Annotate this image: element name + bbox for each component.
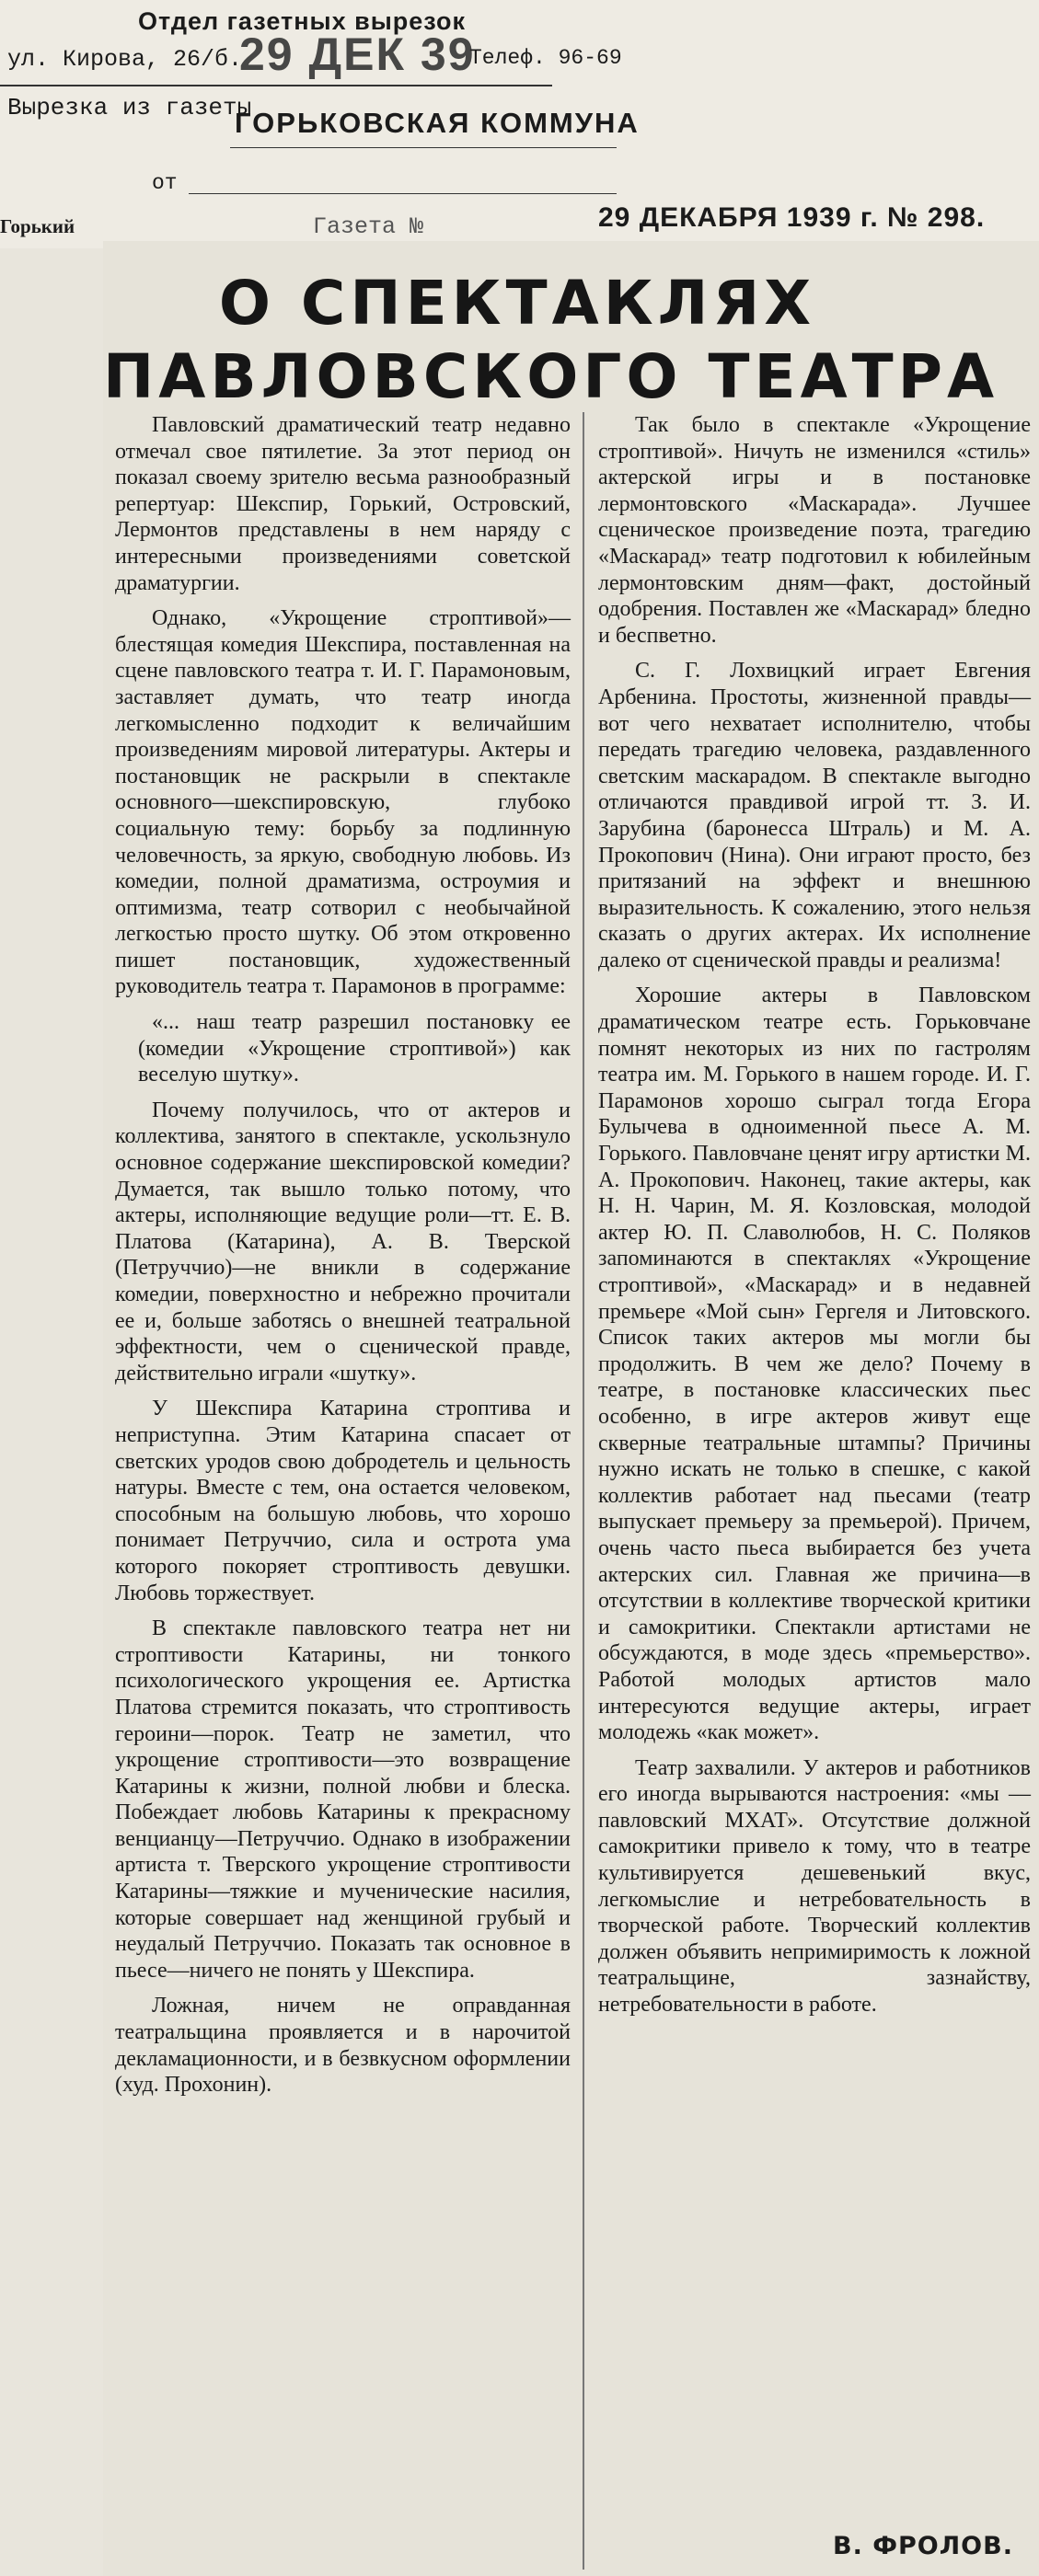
article-column-right [598,412,1031,2028]
gazeta-number-label: Газета № [313,213,424,240]
paragraph: Хорошие актеры в Павловском драматическом театре есть. Горьковчане помнят некоторых из них по гастролям театра им. М. Горького в нашем городе. И. Г. Парамонов хорошо сыграл тогда Егора Булычева в одноименной пьесе А. М. Горького. Павловчане ценят игру артистки М. А. Прокопович. Наконец, такие актеры, как Н. Н. Чарин, М. Я. Козловская, молодой актер Ю. П. Славолюбов, Н. С. Поляков запоминаются в спектаклях «Укрощение строптивой», «Маскарад» и в недавней премьере «Мой сын» Гергеля и Литовского. Список таких актеров мы могли бы продолжить. В чем же дело? Почему в театре, в постановке классических пьес особенно, в игре актеров живут еще скверные театральные штампы? Причины нужно искать не только в спешке, с какой коллектив работает над пьесами (театр выпускает премьеру за премьерой). Причем, очень часто пьеса выбирается без учета актерских сил. Главная же причина—в отсутствии в коллективе творческой критики и самокритики. Спектакли артистами не обсуждаются, в моде здесь «премьерство». Работой молодых артистов мало интересуются ведущие актеры, играет молодежь «как может». [598,983,1031,1745]
from-underline [189,193,617,194]
title-line-2: ПАВЛОВСКОГО ТЕАТРА [103,341,999,412]
paragraph: У Шекспира Катарина строптива и неприступна. Этим Катарина спасает от светских уродов свою добродетель и цельность натуры. Вместе с тем, она остается человеком, способным на большую любовь, что хорошо понимает Петруччио, сила и острота ума которого покоряет строптивость девушки. Любовь торжествует. [115,1397,571,1605]
bureau-department-label: Отдел газетных вырезок [138,7,467,35]
paragraph: Ложная, ничем не оправданная театральщина проявляется и в нарочитой декламационности, и в безвкусном оформлении (худ. Прохонин). [115,1994,571,2098]
paragraph: Так было в спектакле «Укрощение строптивой». Ничуть не изменился «стиль» актерской игры и в постановке лермонтовского «Маскарада». Лучшее сценическое произведение поэта, трагедию «Маскарад» театр подготовил к юбилейным лермонтовским дням—факт, достойный одобрения. Поставлен же «Маскарад» бледно и беспветно. [598,413,1031,648]
header-divider [0,85,552,86]
article-title [103,267,999,414]
clipping-header [0,0,1039,248]
author-signature: В. ФРОЛОВ. [833,2532,1013,2560]
newspaper-name: ГОРЬКОВСКАЯ КОММУНА [235,107,640,139]
paragraph: Павловский драматический театр недавно отмечал свое пятилетие. За этот период он показал своему зрителю весьма разнообразный репертуар: Шекспир, Горький, Островский, Лермонтов представлены в нем наряду с интересными произведениями советской драматургии. [115,413,571,595]
clipping-source-label: Вырезка из газеты [7,94,252,121]
newspaper-underline [230,147,617,148]
date-stamp: 29 ДЕК 39 [239,29,476,80]
paragraph: Однако, «Укрощение строптивой»—блестящая комедия Шекспира, поставленная на сцене павловского театра т. И. Г. Парамоновым, заставляет думать, что театр иногда легкомысленно подходит к величайшим произведениям мировой литературы. Актеры и постановщик не раскрыли в спектакле основного—шекспировскую, глубоко социальную тему: борьбу за подлинную человечность, за яркую, свободную любовь. Из комедии, полной драматизма, остроумия и оптимизма, театр сотворил с необычайной легкостью просто шутку. Об этом откровенно пишет постановщик, художественный руководитель театра т. Парамонов в программе: [115,606,571,999]
from-label: от [152,171,178,195]
bureau-address: ул. Кирова, 26/б. [7,46,243,73]
article-column-left [115,412,571,2108]
paragraph: В спектакле павловского театра нет ни строптивости Катарины, ни тонкого психологического укрощения ее. Артистка Платова стремится показать, что строптивость героини—порок. Театр не заметил, что укрощение строптивости—это возвращение Катарины к жизни, полной любви и блеска. Побеждает любовь Катарины к прекрасному венцианцу—Петруччио. Однако в изображении артиста т. Тверского укрощение строптивости Катарины—тяжкие и мученические насилия, которые совершает над женщиной грубый и неудалый Петруччио. Показать так основное в пьесе—ничего не понять у Шекспира. [115,1616,571,1983]
column-divider [583,412,584,2570]
paragraph: Почему получилось, что от актеров и коллектива, занятого в спектакле, ускользнуло основное содержание шекспировской комедии? Думается, так вышло только потому, что актеры, исполняющие ведущие роли—тт. Е. В. Платова (Катарина), А. В. Тверской (Петруччио)—не вникли в содержание комедии, поверхностно и небрежно прочитали ее и, больше заботясь о внешней театральной эффектности, чем о сценической правде, действительно играли «шутку». [115,1098,571,1386]
paragraph: Театр захвалили. У актеров и работников его иногда вырываются настроения: «мы — павловский МХАТ». Отсутствие должной самокритики привело к тому, что в театре культивируется дешевенький вкус, легкомыслие и нетребовательность в творческой работе. Творческий коллектив должен объявить непримиримость к ложной театральщине, зазнайству, нетребовательности в работе. [598,1755,1031,2018]
bureau-phone: Телеф. 96-69 [469,46,622,70]
issue-date-number: 29 ДЕКАБРЯ 1939 г. № 298. [598,202,986,233]
paragraph: С. Г. Лохвицкий играет Евгения Арбенина. Простоты, жизненной правды—вот чего нехватает исполнителю, чтобы передать трагедию человека, раздавленного светским маскарадом. В спектакле выгодно отличаются правдивой игрой тт. З. И. Зарубина (баронесса Штраль) и М. А. Прокопович (Нина). Они играют просто, без притязаний на эффект и внешнюю выразительность. К сожалению, этого нельзя сказать о других актерах. Их исполнение далеко от сценической правды и реализма! [598,659,1031,972]
city-label: Горький [0,215,75,237]
title-line-1: О СПЕКТАКЛЯХ [218,268,816,339]
program-quote: «... наш театр разрешил постановку ее (комедии «Укрощение строптивой») как веселую шутку». [138,1010,571,1087]
